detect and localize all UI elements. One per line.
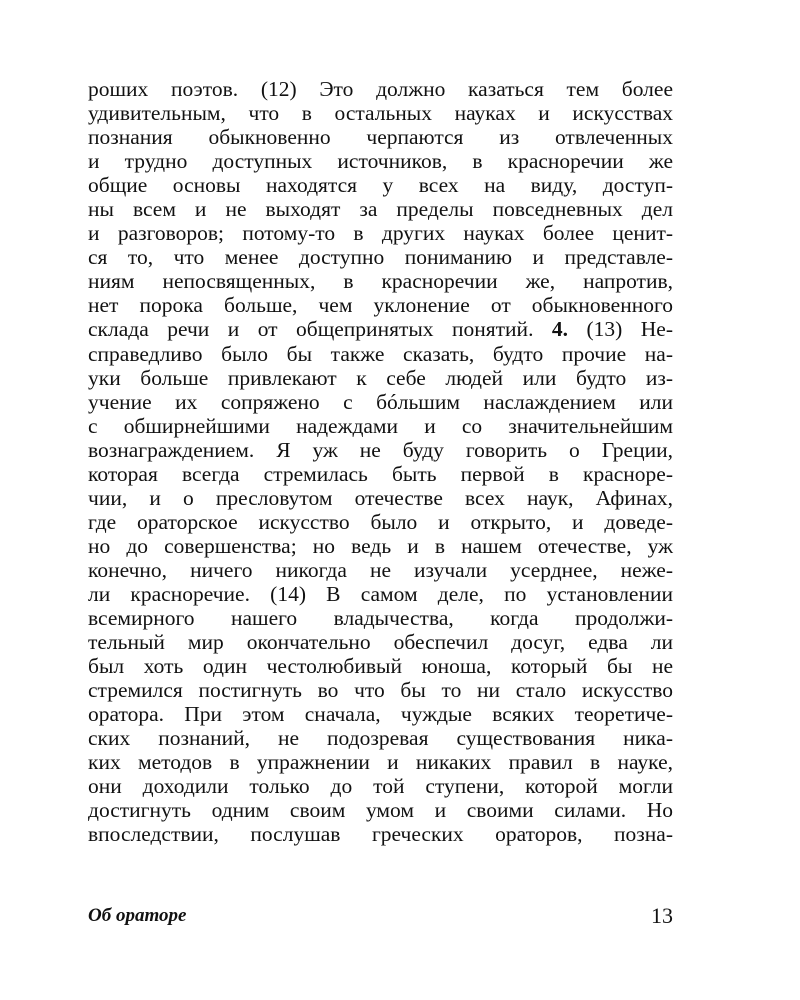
- text-line: и трудно доступных источников, в красноречии же: [88, 149, 673, 174]
- text-line: ны всем и не выходят за пределы повседневных дел: [88, 197, 673, 222]
- text-segment: склада речи и от общепринятых понятий.: [88, 317, 552, 342]
- text-line: где ораторское искусство было и открыто, и доведе-: [88, 509, 673, 534]
- text-line: которая всегда стремилась быть первой в красноре-: [88, 461, 673, 486]
- text-line: всемирного нашего владычества, когда продолжи-: [88, 606, 673, 631]
- text-line: уки больше привлекают к себе людей или будто из-: [88, 365, 673, 390]
- text-line: справедливо было бы также сказать, будто прочие на-: [88, 341, 673, 366]
- text-line: рoших поэтов. (12) Это должно казаться тем более: [88, 77, 673, 101]
- text-line: достигнуть одним своим умом и своими силами. Но: [88, 798, 673, 823]
- text-line: нет порока больше, чем уклонение от обыкновенного: [88, 293, 673, 318]
- text-line: ских познаний, не подозревая существования ника-: [88, 726, 673, 751]
- text-line-with-section-number: [88, 317, 673, 341]
- section-number: 4.: [551, 317, 569, 342]
- page-footer: [88, 902, 673, 930]
- text-line: стремился постигнуть во что бы то ни стало искусство: [88, 678, 673, 703]
- text-line: и разговоров; потому-то в других науках более ценит-: [88, 221, 673, 246]
- body-text: [88, 77, 673, 847]
- text-line: познания обыкновенно черпаются из отвлеченных: [88, 125, 673, 150]
- text-segment: (13) Не-: [568, 317, 673, 342]
- page-number: 13: [651, 903, 673, 928]
- text-line: но до совершенства; но ведь и в нашем отечестве, уж: [88, 533, 673, 558]
- text-line: тельный мир окончательно обеспечил досуг, едва ли: [88, 630, 673, 655]
- text-line: с обширнейшими надеждами и со значительнейшим: [88, 413, 673, 438]
- text-line: оратора. При этом сначала, чуждые всяких теоретиче-: [88, 702, 673, 727]
- text-line: они доходили только до той ступени, которой могли: [88, 774, 673, 799]
- text-line: ниям непосвященных, в красноречии же, напротив,: [88, 269, 673, 294]
- text-line: ся то, что менее доступно пониманию и представле-: [88, 245, 673, 270]
- text-line: общие основы находятся у всех на виду, доступ-: [88, 173, 673, 198]
- text-line: впоследствии, послушав греческих ораторов, позна-: [88, 822, 673, 847]
- text-line: чии, и о пресловутом отечестве всех наук, Афинах,: [88, 485, 673, 510]
- text-line: учение их сопряжено с бóльшим наслаждением или: [88, 389, 673, 414]
- text-line: вознаграждением. Я уж не буду говорить о Греции,: [88, 437, 673, 462]
- text-line: конечно, ничего никогда не изучали усерднее, неже-: [88, 557, 673, 582]
- text-line: ких методов в упражнении и никаких правил в науке,: [88, 750, 673, 775]
- running-title: Об ораторе: [88, 905, 187, 926]
- text-line: ли красноречие. (14) В самом деле, по установлении: [88, 581, 673, 606]
- text-line: был хоть один честолюбивый юноша, который бы не: [88, 654, 673, 679]
- text-line: удивительным, что в остальных науках и искусствах: [88, 101, 673, 126]
